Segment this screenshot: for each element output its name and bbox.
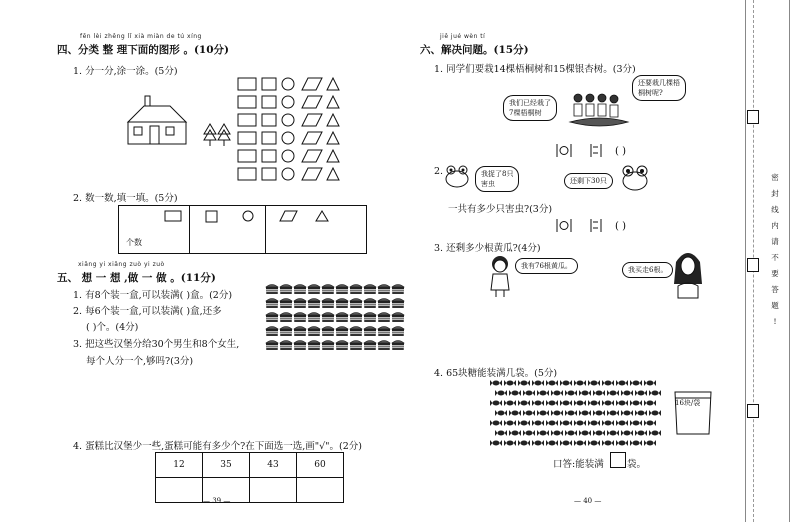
shapes-grid bbox=[238, 78, 348, 186]
section5-pinyin: xiǎng yi xiǎng zuò yi zuò bbox=[78, 261, 165, 268]
girl-left-icon bbox=[487, 254, 513, 298]
count-shapes bbox=[160, 211, 340, 225]
count-label: 个数 bbox=[126, 238, 142, 247]
bubble-q1b: 还要栽几棵梧 桐树呢? bbox=[632, 75, 686, 101]
cake-options-table bbox=[155, 452, 344, 503]
section5-q1: 1. 有8个装一盒,可以装满( )盒。(2分) bbox=[73, 290, 233, 301]
section6-q2-text: 一共有多少只害虫?(3分) bbox=[448, 204, 553, 215]
section6-pinyin: jiě jué wèn tí bbox=[440, 33, 486, 40]
section5-q3b: 每个人分一个,够吗?(3分) bbox=[86, 356, 194, 367]
section6-q3: 3. 还剩多少根黄瓜?(4分) bbox=[434, 243, 541, 254]
answer-text: 口答:能装满 bbox=[553, 459, 604, 470]
section5-q2b: ( )个。(4分) bbox=[86, 322, 139, 333]
section6-q1: 1. 同学们要栽14棵梧桐树和15棵银杏树。(3分) bbox=[434, 64, 636, 75]
section6-q4: 4. 65块糖能装满几袋。(5分) bbox=[434, 368, 558, 379]
option-60[interactable]: 60 bbox=[297, 453, 344, 478]
house-illustration bbox=[120, 94, 240, 154]
hamburger-grid bbox=[266, 283, 406, 355]
page-number-right: — 40 — bbox=[574, 497, 602, 505]
section5-q2a: 2. 每6个装一盒,可以装满( )盒,还多 bbox=[73, 306, 222, 317]
section4-pinyin: fēn lèi zhěng lǐ xià miàn de tú xíng bbox=[80, 33, 202, 40]
answer-unit: 袋。 bbox=[627, 459, 647, 470]
check-12[interactable] bbox=[156, 478, 203, 503]
woman-right-icon bbox=[672, 250, 704, 300]
section4-q1: 1. 分一分,涂一涂。(5分) bbox=[73, 66, 178, 77]
option-43[interactable]: 43 bbox=[250, 453, 297, 478]
option-12[interactable]: 12 bbox=[156, 453, 203, 478]
candy-bag-icon bbox=[673, 388, 713, 436]
binding-line-inner bbox=[789, 0, 790, 522]
section5-q4: 4. 蛋糕比汉堡少一些,蛋糕可能有多少个?在下面选一选,画"√"。(2分) bbox=[73, 441, 362, 452]
check-60[interactable] bbox=[297, 478, 344, 503]
option-35[interactable]: 35 bbox=[203, 453, 250, 478]
binding-line-outer bbox=[745, 0, 746, 522]
svg-text:( ): ( ) bbox=[615, 146, 626, 157]
frog-right-icon bbox=[620, 163, 650, 191]
section4-title: 四、分类 整 理下面的图形 。(10分) bbox=[57, 44, 230, 56]
bubble-q3b: 我买走6根。 bbox=[622, 262, 673, 278]
margin-marker-bottom bbox=[747, 404, 759, 418]
section5-q3a: 3. 把这些汉堡分给30个男生和8个女生, bbox=[73, 339, 240, 350]
bubble-q3a: 我有76根黄瓜。 bbox=[515, 258, 578, 274]
q1-equation-boxes bbox=[555, 143, 635, 159]
page-number-left: — 39 — bbox=[203, 497, 231, 505]
margin-warning-text: 密 封 线 内 请 不 要 答 题 ! bbox=[771, 173, 779, 326]
margin-marker-mid bbox=[747, 258, 759, 272]
frog-left-icon bbox=[444, 163, 470, 189]
margin-marker-top bbox=[747, 110, 759, 124]
section6-q2-num: 2. bbox=[434, 166, 444, 177]
bubble-q1a: 我们已经栽了 7棵梧桐树 bbox=[503, 95, 557, 121]
bubble-q2a: 我捉了8只 害虫 bbox=[475, 166, 519, 192]
section5-title: 五、 想 一 想 ,做 一 做 。(11分) bbox=[57, 272, 216, 284]
candies-illustration bbox=[490, 380, 670, 448]
bag-label: 16块/袋 bbox=[675, 399, 701, 407]
q2-equation-boxes bbox=[555, 218, 635, 234]
bubble-q2b: 还剩下30只 bbox=[564, 173, 613, 189]
section4-q2: 2. 数一数,填一填。(5分) bbox=[73, 193, 178, 204]
children-planting-illustration bbox=[570, 92, 630, 130]
answer-box[interactable] bbox=[610, 452, 626, 468]
svg-text:( ): ( ) bbox=[615, 221, 626, 232]
section6-title: 六、解决问题。(15分) bbox=[420, 44, 529, 56]
check-43[interactable] bbox=[250, 478, 297, 503]
